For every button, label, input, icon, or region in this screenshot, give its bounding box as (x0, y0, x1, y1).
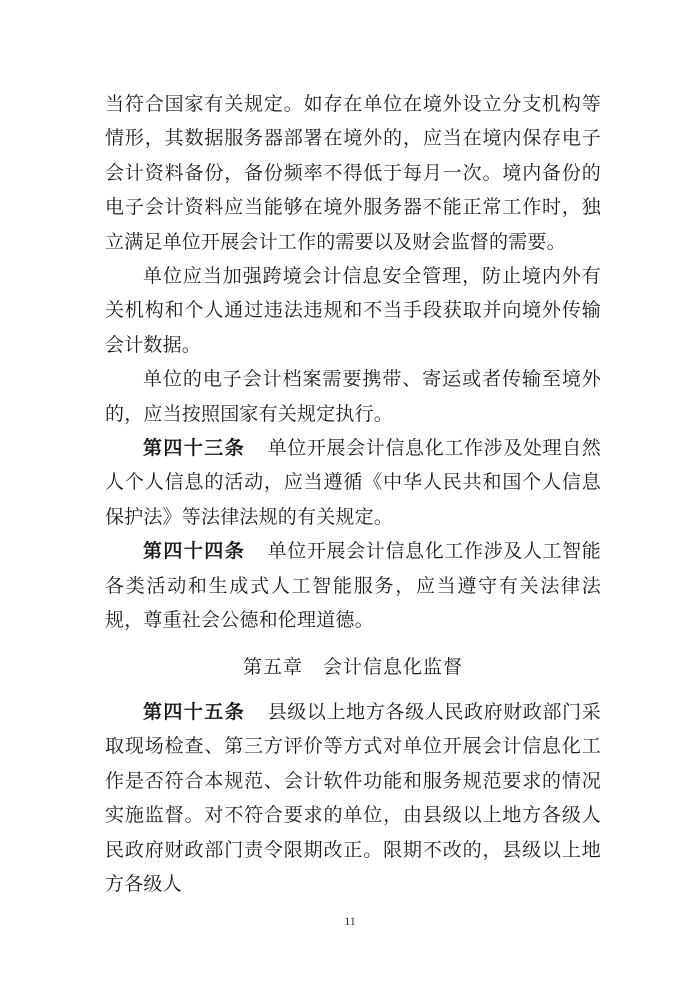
document-body (105, 87, 601, 901)
article-43-text: 单位开展会计信息化工作涉及处理自然人个人信息的活动，应当遵循《中华人民共和国个人信息保护法》等法律法规的有关规定。 (105, 437, 601, 528)
page-number: 11 (344, 914, 356, 928)
article-45-label: 第四十五条 (143, 700, 246, 723)
article-44 (105, 534, 601, 637)
chapter-title: 会计信息化监督 (323, 655, 464, 678)
article-43-label: 第四十三条 (143, 437, 246, 460)
article-45 (105, 695, 601, 901)
article-44-label: 第四十四条 (143, 540, 246, 563)
continuation-paragraph: 当符合国家有关规定。如存在单位在境外设立分支机构等情形，其数据服务器部署在境外的，应当在境内保存电子会计资料备份，备份频率不得低于每月一次。境内备份的电子会计资料应当能够在境外服务器不能正常工作时，独立满足单位开展会计工作的需要以及财会监督的需要。 (105, 93, 601, 253)
paragraph-electronic-archives: 单位的电子会计档案需要携带、寄运或者传输至境外的，应当按照国家有关规定执行。 (105, 368, 601, 425)
article-43 (105, 431, 601, 534)
article-45-text: 县级以上地方各级人民政府财政部门采取现场检查、第三方评价等方式对单位开展会计信息化工作是否符合本规范、会计软件功能和服务规范要求的情况实施监督。对不符合要求的单位，由县级以上地方各级人民政府财政部门责令限期改正。限期不改的，县级以上地方各级人 (105, 700, 601, 895)
paragraph-cross-border-security: 单位应当加强跨境会计信息安全管理，防止境内外有关机构和个人通过违法违规和不当手段获取并向境外传输会计数据。 (105, 265, 601, 356)
article-44-text: 单位开展会计信息化工作涉及人工智能各类活动和生成式人工智能服务，应当遵守有关法律法规，尊重社会公德和伦理道德。 (105, 540, 601, 632)
chapter-number: 第五章 (242, 655, 303, 678)
chapter-heading (105, 650, 601, 684)
